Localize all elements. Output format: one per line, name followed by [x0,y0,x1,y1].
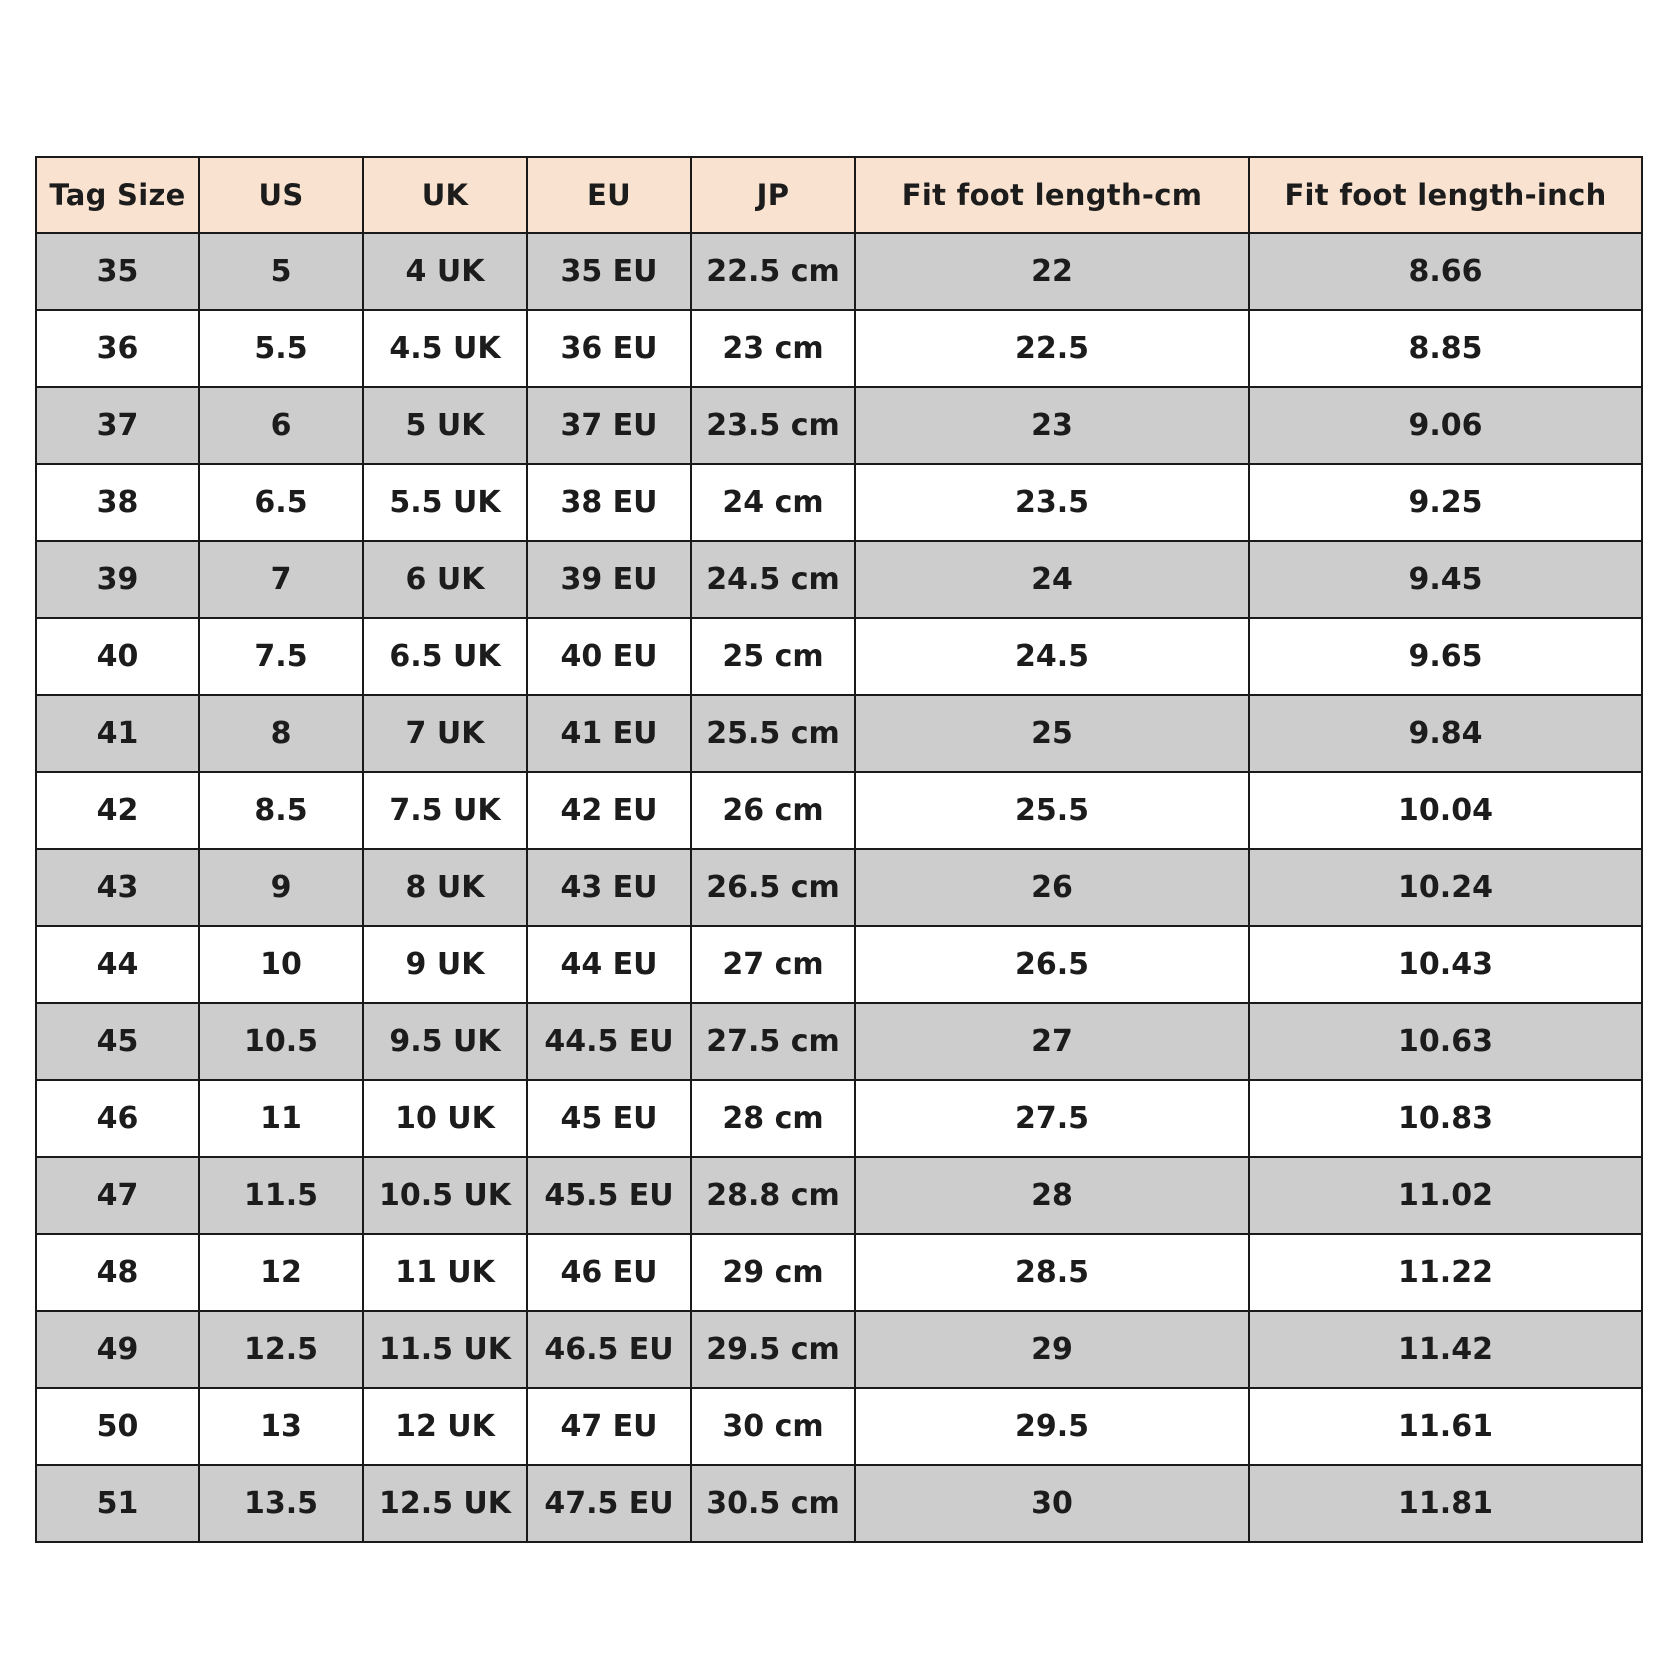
cell-us: 12 [199,1234,363,1311]
cell-tag-size: 37 [36,387,199,464]
cell-tag-size: 51 [36,1465,199,1542]
header-eu: EU [527,157,691,233]
cell-fit-foot-length-cm: 25 [855,695,1249,772]
cell-fit-foot-length-inch: 9.06 [1249,387,1642,464]
table-row [36,541,1642,618]
cell-fit-foot-length-cm: 26.5 [855,926,1249,1003]
cell-jp: 28.8 cm [691,1157,855,1234]
cell-us: 11.5 [199,1157,363,1234]
cell-jp: 23.5 cm [691,387,855,464]
cell-tag-size: 36 [36,310,199,387]
cell-uk: 6.5 UK [363,618,527,695]
header-row [36,157,1642,233]
table-row [36,387,1642,464]
cell-jp: 23 cm [691,310,855,387]
cell-uk: 4 UK [363,233,527,310]
cell-tag-size: 38 [36,464,199,541]
cell-us: 7 [199,541,363,618]
cell-jp: 28 cm [691,1080,855,1157]
table-row [36,1003,1642,1080]
cell-uk: 7.5 UK [363,772,527,849]
cell-fit-foot-length-inch: 10.43 [1249,926,1642,1003]
cell-uk: 9.5 UK [363,1003,527,1080]
cell-jp: 25 cm [691,618,855,695]
cell-tag-size: 48 [36,1234,199,1311]
cell-eu: 38 EU [527,464,691,541]
cell-eu: 44 EU [527,926,691,1003]
cell-uk: 5.5 UK [363,464,527,541]
cell-tag-size: 50 [36,1388,199,1465]
table-row [36,464,1642,541]
cell-fit-foot-length-cm: 23.5 [855,464,1249,541]
cell-fit-foot-length-inch: 9.65 [1249,618,1642,695]
cell-fit-foot-length-cm: 23 [855,387,1249,464]
cell-fit-foot-length-inch: 11.61 [1249,1388,1642,1465]
cell-us: 6.5 [199,464,363,541]
cell-fit-foot-length-cm: 29 [855,1311,1249,1388]
table-row [36,849,1642,926]
table-row [36,1157,1642,1234]
cell-jp: 27.5 cm [691,1003,855,1080]
cell-fit-foot-length-cm: 25.5 [855,772,1249,849]
cell-fit-foot-length-cm: 29.5 [855,1388,1249,1465]
cell-uk: 5 UK [363,387,527,464]
cell-tag-size: 40 [36,618,199,695]
cell-fit-foot-length-cm: 28 [855,1157,1249,1234]
cell-us: 6 [199,387,363,464]
cell-jp: 29 cm [691,1234,855,1311]
cell-us: 8 [199,695,363,772]
cell-uk: 10 UK [363,1080,527,1157]
cell-tag-size: 43 [36,849,199,926]
cell-jp: 25.5 cm [691,695,855,772]
cell-uk: 11.5 UK [363,1311,527,1388]
table-row [36,1465,1642,1542]
cell-fit-foot-length-inch: 11.22 [1249,1234,1642,1311]
cell-jp: 27 cm [691,926,855,1003]
cell-fit-foot-length-inch: 11.02 [1249,1157,1642,1234]
cell-fit-foot-length-inch: 8.66 [1249,233,1642,310]
cell-us: 10 [199,926,363,1003]
cell-us: 11 [199,1080,363,1157]
cell-tag-size: 41 [36,695,199,772]
cell-us: 7.5 [199,618,363,695]
cell-fit-foot-length-cm: 27.5 [855,1080,1249,1157]
table-row [36,1234,1642,1311]
cell-us: 10.5 [199,1003,363,1080]
header-fit-foot-length-cm: Fit foot length-cm [855,157,1249,233]
cell-uk: 9 UK [363,926,527,1003]
cell-jp: 22.5 cm [691,233,855,310]
header-us: US [199,157,363,233]
cell-eu: 42 EU [527,772,691,849]
cell-tag-size: 39 [36,541,199,618]
cell-uk: 7 UK [363,695,527,772]
cell-fit-foot-length-cm: 24 [855,541,1249,618]
table-row [36,1311,1642,1388]
cell-eu: 45.5 EU [527,1157,691,1234]
table-row [36,310,1642,387]
cell-us: 5.5 [199,310,363,387]
table-row [36,926,1642,1003]
cell-tag-size: 35 [36,233,199,310]
cell-uk: 12 UK [363,1388,527,1465]
cell-jp: 29.5 cm [691,1311,855,1388]
cell-fit-foot-length-inch: 10.04 [1249,772,1642,849]
cell-fit-foot-length-cm: 24.5 [855,618,1249,695]
cell-eu: 37 EU [527,387,691,464]
cell-us: 13.5 [199,1465,363,1542]
cell-eu: 47.5 EU [527,1465,691,1542]
cell-jp: 30.5 cm [691,1465,855,1542]
cell-fit-foot-length-inch: 9.45 [1249,541,1642,618]
table-row [36,695,1642,772]
cell-fit-foot-length-inch: 10.63 [1249,1003,1642,1080]
cell-fit-foot-length-cm: 30 [855,1465,1249,1542]
cell-eu: 46 EU [527,1234,691,1311]
cell-fit-foot-length-inch: 9.84 [1249,695,1642,772]
header-jp: JP [691,157,855,233]
cell-uk: 4.5 UK [363,310,527,387]
cell-tag-size: 44 [36,926,199,1003]
cell-eu: 39 EU [527,541,691,618]
cell-fit-foot-length-cm: 22 [855,233,1249,310]
cell-fit-foot-length-inch: 10.24 [1249,849,1642,926]
cell-tag-size: 49 [36,1311,199,1388]
header-uk: UK [363,157,527,233]
cell-uk: 6 UK [363,541,527,618]
cell-us: 12.5 [199,1311,363,1388]
table-header [36,157,1642,233]
cell-jp: 26 cm [691,772,855,849]
cell-jp: 30 cm [691,1388,855,1465]
cell-fit-foot-length-cm: 27 [855,1003,1249,1080]
cell-tag-size: 46 [36,1080,199,1157]
cell-eu: 44.5 EU [527,1003,691,1080]
table-row [36,772,1642,849]
cell-us: 8.5 [199,772,363,849]
cell-fit-foot-length-inch: 11.81 [1249,1465,1642,1542]
cell-fit-foot-length-cm: 22.5 [855,310,1249,387]
cell-fit-foot-length-inch: 11.42 [1249,1311,1642,1388]
cell-us: 9 [199,849,363,926]
cell-eu: 45 EU [527,1080,691,1157]
cell-jp: 24.5 cm [691,541,855,618]
cell-fit-foot-length-cm: 28.5 [855,1234,1249,1311]
cell-uk: 8 UK [363,849,527,926]
table-row [36,618,1642,695]
cell-tag-size: 47 [36,1157,199,1234]
cell-uk: 10.5 UK [363,1157,527,1234]
cell-jp: 26.5 cm [691,849,855,926]
table-row [36,1080,1642,1157]
table-body [36,233,1642,1542]
cell-tag-size: 42 [36,772,199,849]
cell-jp: 24 cm [691,464,855,541]
cell-fit-foot-length-inch: 9.25 [1249,464,1642,541]
cell-fit-foot-length-inch: 10.83 [1249,1080,1642,1157]
header-tag-size: Tag Size [36,157,199,233]
cell-eu: 46.5 EU [527,1311,691,1388]
cell-us: 13 [199,1388,363,1465]
size-chart-table [35,156,1643,1543]
cell-eu: 43 EU [527,849,691,926]
cell-eu: 35 EU [527,233,691,310]
cell-eu: 40 EU [527,618,691,695]
header-fit-foot-length-inch: Fit foot length-inch [1249,157,1642,233]
cell-eu: 41 EU [527,695,691,772]
cell-fit-foot-length-inch: 8.85 [1249,310,1642,387]
table-row [36,233,1642,310]
cell-fit-foot-length-cm: 26 [855,849,1249,926]
cell-eu: 47 EU [527,1388,691,1465]
cell-uk: 11 UK [363,1234,527,1311]
cell-uk: 12.5 UK [363,1465,527,1542]
cell-tag-size: 45 [36,1003,199,1080]
cell-us: 5 [199,233,363,310]
cell-eu: 36 EU [527,310,691,387]
table-row [36,1388,1642,1465]
